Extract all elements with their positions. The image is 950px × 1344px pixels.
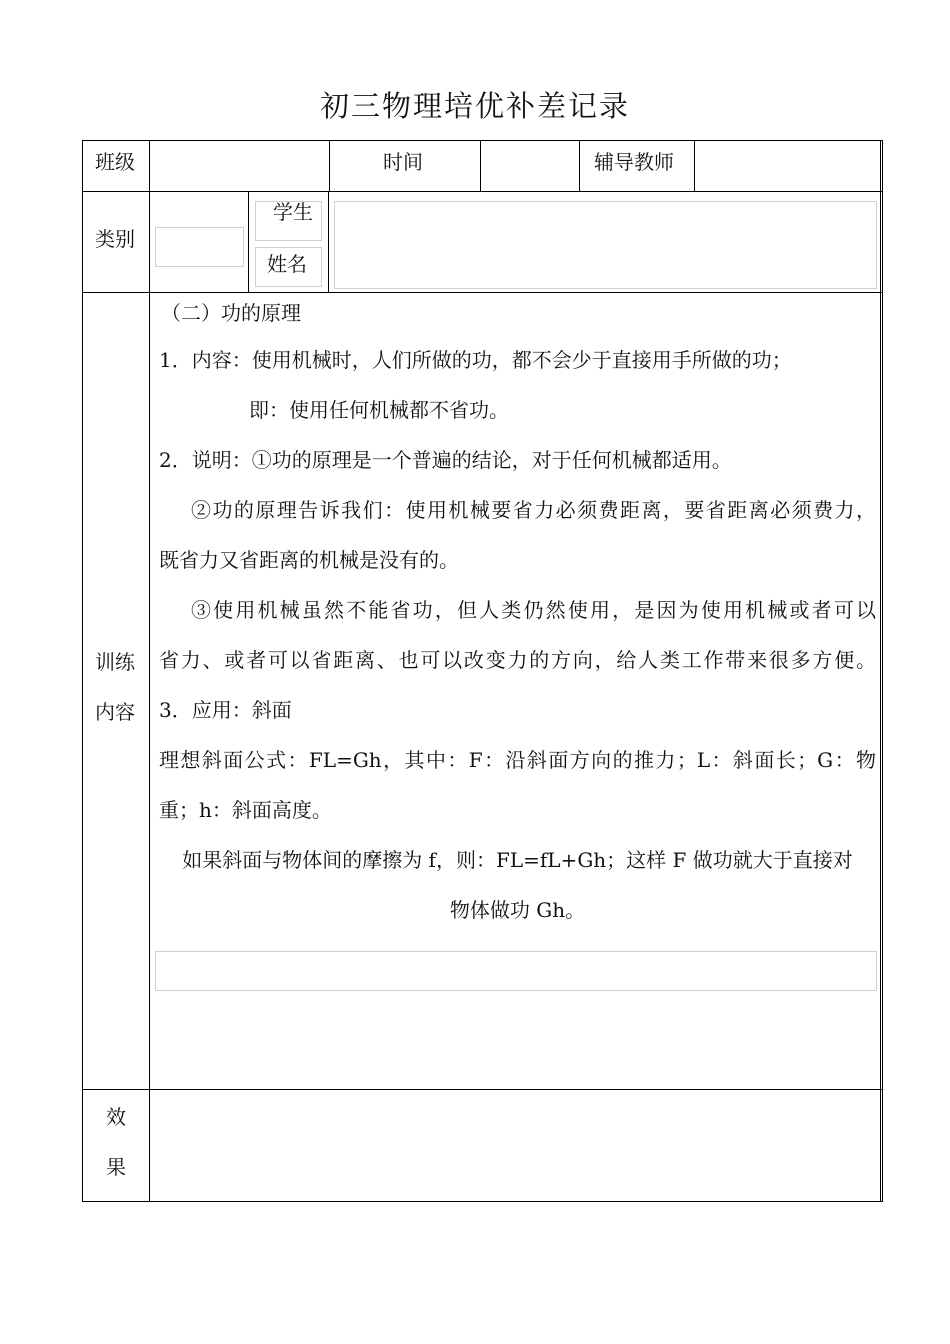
- content-line: ②功的原理告诉我们：使用机械要省力必须费距离，要省距离必须费力，: [191, 498, 876, 522]
- training-label-1: 训练: [95, 650, 135, 674]
- content-line: 1．内容：使用机械时，人们所做的功，都不会少于直接用手所做的功；: [159, 348, 792, 372]
- content-line: 理想斜面公式：FL=Gh，其中：F：沿斜面方向的推力；L：斜面长；G：物: [159, 748, 876, 772]
- content-line: 既省力又省距离的机械是没有的。: [159, 548, 459, 572]
- time-label: 时间: [383, 150, 423, 174]
- effect-label-2: 果: [106, 1155, 126, 1179]
- teacher-label: 辅导教师: [594, 150, 674, 174]
- right-edge-double: [880, 141, 881, 1201]
- content-line: 3．应用：斜面: [159, 698, 292, 722]
- row-divider: [83, 1089, 882, 1090]
- content-line: 重；h：斜面高度。: [159, 798, 332, 822]
- content-line: 2．说明：①功的原理是一个普遍的结论，对于任何机械都适用。: [159, 448, 732, 472]
- effect-label-1: 效: [106, 1105, 126, 1129]
- name-label: 姓名: [267, 252, 307, 276]
- page-title: 初三物理培优补差记录: [319, 89, 630, 123]
- training-content: [159, 291, 876, 935]
- student-name-input[interactable]: [334, 201, 877, 289]
- column-divider: [329, 141, 330, 191]
- column-divider: [694, 141, 695, 191]
- row-divider: [83, 191, 882, 192]
- content-line: 物体做功 Gh。: [449, 898, 586, 922]
- record-table: [82, 140, 883, 1202]
- training-label-2: 内容: [95, 700, 135, 724]
- category-label: 类别: [95, 227, 135, 251]
- category-input[interactable]: [155, 227, 244, 267]
- content-line: 如果斜面与物体间的摩擦为 f，则：FL=fL+Gh；这样 F 做功就大于直接对: [182, 848, 853, 872]
- content-line: ③使用机械虽然不能省功，但人类仍然使用，是因为使用机械或者可以: [191, 598, 876, 622]
- column-divider: [149, 141, 150, 1201]
- student-label: 学生: [273, 200, 313, 224]
- column-divider: [480, 141, 481, 191]
- class-label: 班级: [95, 150, 135, 174]
- content-line: 即：使用任何机械都不省功。: [249, 398, 509, 422]
- content-line: 省力、或者可以省距离、也可以改变力的方向，给人类工作带来很多方便。: [159, 648, 876, 672]
- content-line: （二）功的原理: [161, 301, 301, 325]
- column-divider: [248, 191, 249, 292]
- answer-input[interactable]: [155, 951, 877, 991]
- column-divider: [579, 141, 580, 191]
- column-divider: [328, 191, 329, 292]
